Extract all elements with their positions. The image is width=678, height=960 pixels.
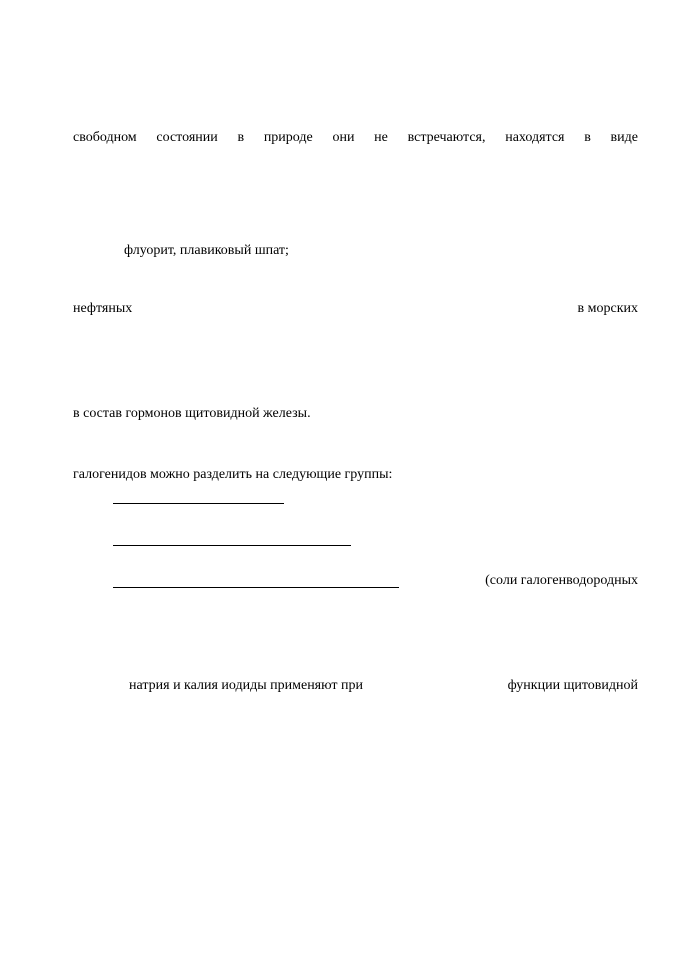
text-line-3-left: нефтяных	[73, 301, 133, 316]
text-line-2: флуорит, плавиковый шпат;	[124, 243, 289, 258]
text-line-5: галогенидов можно разделить на следующие группы:	[73, 467, 393, 482]
blank-underline-2	[113, 545, 351, 546]
text-line-3-right: в морских	[577, 301, 638, 316]
blank-underline-1	[113, 503, 284, 504]
text-line-7-right: функции щитовидной	[507, 678, 638, 693]
text-line-3	[73, 301, 638, 317]
text-line-6: (соли галогенводородных	[485, 573, 638, 588]
blank-underline-3	[113, 587, 399, 588]
text-line-4: в состав гормонов щитовидной железы.	[73, 406, 311, 421]
text-line-7-left: натрия и калия иодиды применяют при	[129, 678, 364, 693]
text-line-1: свободном состоянии в природе они не встречаются, находятся в виде	[73, 130, 638, 145]
